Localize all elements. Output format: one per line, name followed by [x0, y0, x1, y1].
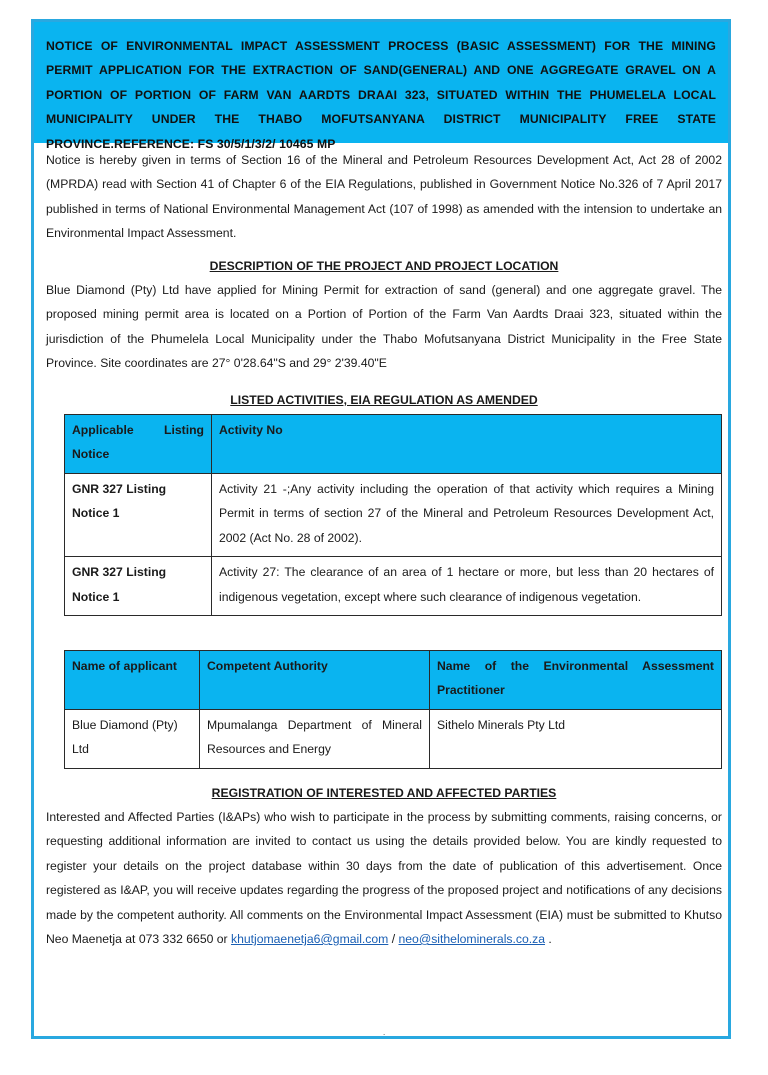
registration-heading: REGISTRATION OF INTERESTED AND AFFECTED PARTIES [211, 785, 557, 800]
applicant-cell: Blue Diamond (Pty) Ltd [65, 709, 200, 768]
table-row [65, 709, 722, 768]
col-activity-no: Activity No [212, 415, 722, 474]
table-row [65, 557, 722, 616]
col-applicant: Name of applicant [65, 650, 200, 709]
intro-paragraph: Notice is hereby given in terms of Section 16 of the Mineral and Petroleum Resources Development Act, Act 28 of 2002 (MPRDA) read with Section 41 of Chapter 6 of the EIA Regulations, published in Government Notice No.326 of 7 April 2017 published in terms of National Environmental Management Act (107 of 1998) as amended with the intension to undertake an Environmental Impact Assessment. [46, 153, 722, 241]
email-link-khutso[interactable]: khutjomaenetja6@gmail.com [230, 931, 389, 946]
parties-table [64, 650, 722, 769]
sentence-end: . [545, 931, 552, 946]
project-heading: DESCRIPTION OF THE PROJECT AND PROJECT LOCATION [209, 258, 559, 273]
activity-cell: Activity 27: The clearance of an area of 1 hectare or more, but less than 20 hectares of indigenous vegetation, except where such clearance of indigenous vegetation. [212, 557, 722, 616]
activity-cell: Activity 21 -;Any activity including the operation of that activity which requires a Mining Permit in terms of section 27 of the Mineral and Petroleum Resources Development Act, 2002 (Act No. 28 of 2002). [212, 473, 722, 556]
practitioner-cell: Sithelo Minerals Pty Ltd [430, 709, 722, 768]
col-listing-notice: Applicable Listing Notice [65, 415, 212, 474]
table-header-row [65, 415, 722, 474]
email-separator: / [388, 931, 399, 946]
table-row [65, 473, 722, 556]
col-practitioner: Name of the Environmental Assessment Practitioner [430, 650, 722, 709]
listing-notice-cell: GNR 327 Listing Notice 1 [65, 473, 212, 556]
col-competent-authority: Competent Authority [200, 650, 430, 709]
activities-heading: LISTED ACTIVITIES, EIA REGULATION AS AMENDED [230, 392, 538, 407]
email-link-neo[interactable]: neo@sithelominerals.co.za [398, 931, 546, 946]
table-header-row [65, 650, 722, 709]
listing-notice-cell: GNR 327 Listing Notice 1 [65, 557, 212, 616]
footer-mark: . [383, 1028, 386, 1037]
project-paragraph: Blue Diamond (Pty) Ltd have applied for Mining Permit for extraction of sand (general) and one aggregate gravel. The proposed mining permit area is located on a Portion of Portion of the Farm Van Aardts Draai 323, situated within the jurisdiction of the Phumelela Local Municipality under the Thabo Mofutsanyana District Municipality in the Free State Province. Site coordinates are 27° 0'28.64"S and 29° 2'39.40"E [46, 283, 722, 371]
registration-text: Interested and Affected Parties (I&APs) who wish to participate in the process by submitting comments, raising concerns, or requesting additional information are invited to contact us using the details provided below. You are kindly requested to register your details on the project database within 30 days from the date of publication of this advertisement. Once registered as I&AP, you will receive updates regarding the progress of the proposed project and notifications of any decisions made by the competent authority. All comments on the Environmental Impact Assessment (EIA) must be submitted to Khutso Neo Maenetja at 073 332 6650 or [46, 809, 722, 946]
notice-body [46, 148, 722, 951]
activities-table [64, 414, 722, 616]
notice-title: NOTICE OF ENVIRONMENTAL IMPACT ASSESSMENT PROCESS (BASIC ASSESSMENT) FOR THE MINING PERMIT APPLICATION FOR THE EXTRACTION OF SAND(GENERAL) AND ONE AGGREGATE GRAVEL ON A PORTION OF PORTION OF FARM VAN AARDTS DRAAI 323, SITUATED WITHIN THE PHUMELELA LOCAL MUNICIPALITY UNDER THE THABO MOFUTSANYANA DISTRICT MUNICIPALITY FREE STATE PROVINCE.REFERENCE: FS 30/5/1/3/2/ 10465 MP [46, 39, 716, 151]
authority-cell: Mpumalanga Department of Mineral Resources and Energy [200, 709, 430, 768]
notice-header [34, 22, 728, 151]
registration-paragraph [46, 805, 722, 951]
